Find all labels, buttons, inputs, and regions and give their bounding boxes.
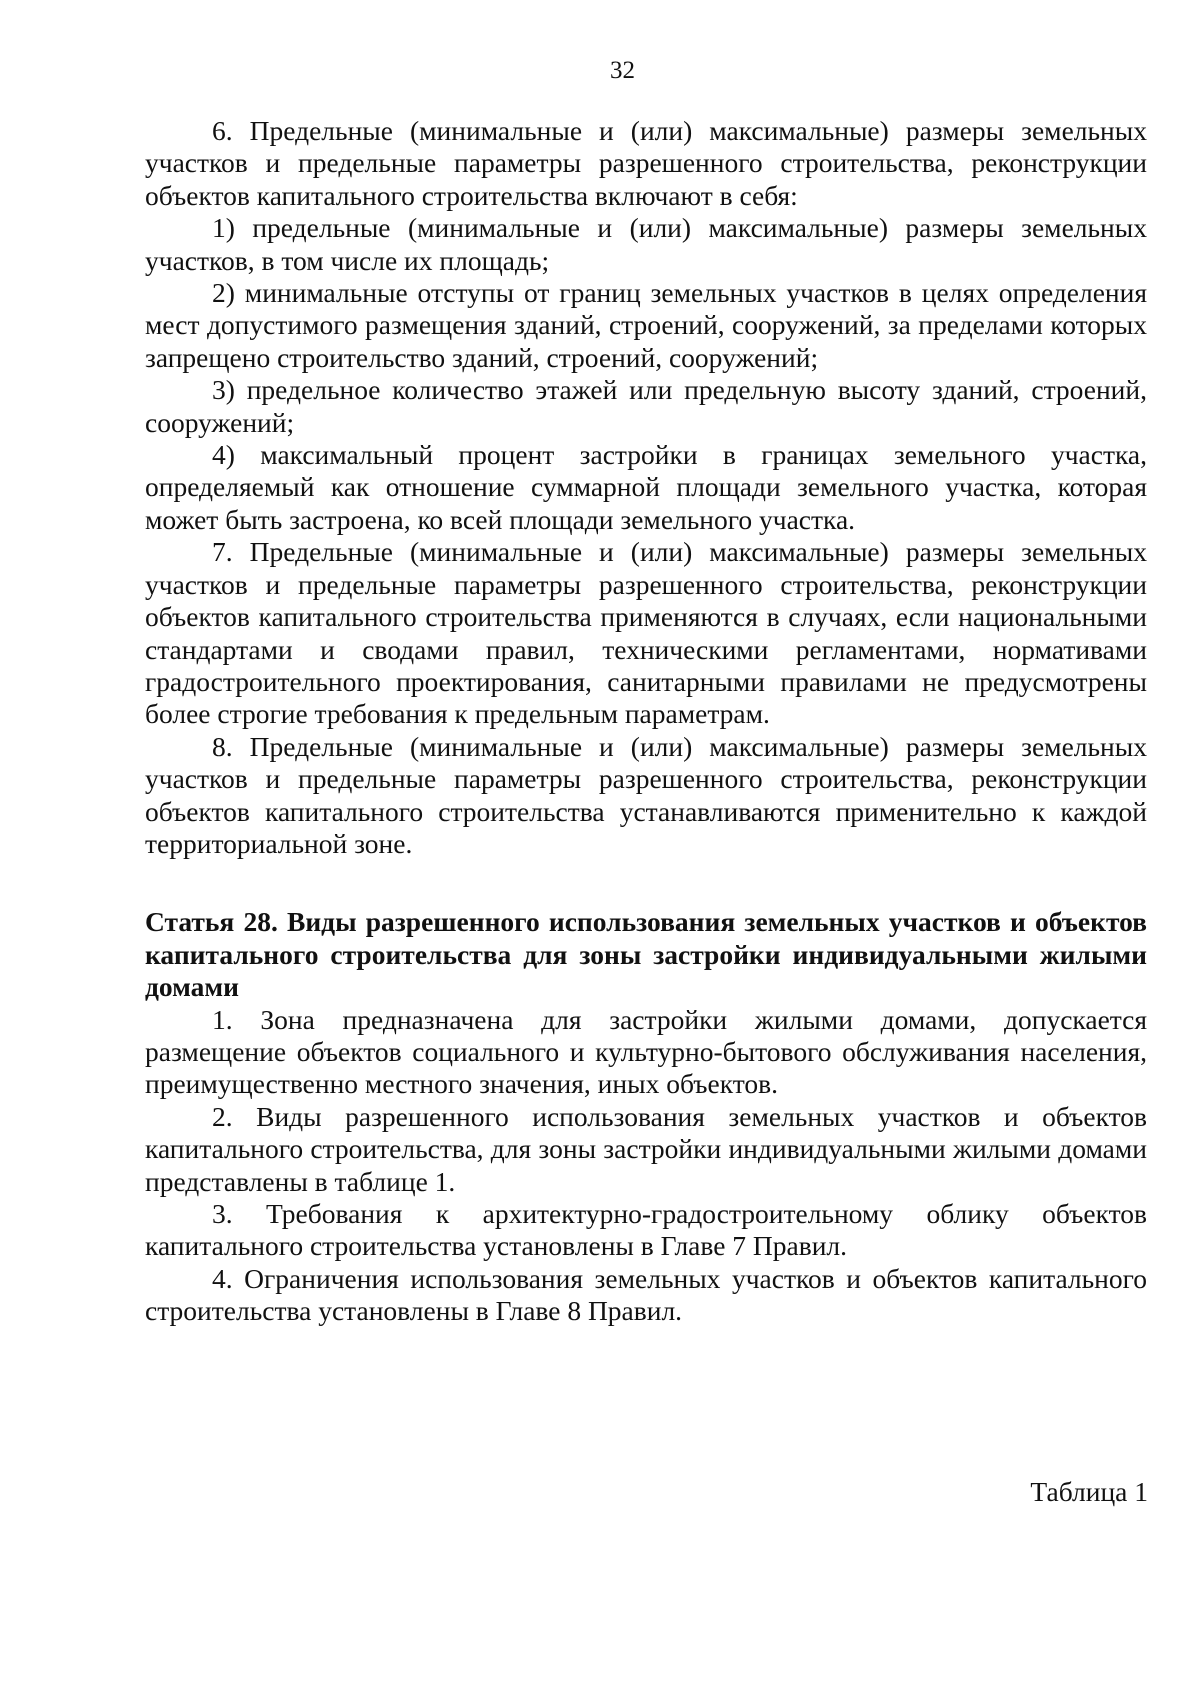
article-paragraph-3: 3. Требования к архитектурно-градостроительному облику объектов капитального строительства установлены в Главе 7 Правил. bbox=[145, 1198, 1147, 1262]
document-body bbox=[145, 115, 1147, 1328]
article-paragraph-2: 2. Виды разрешенного использования земельных участков и объектов капитального строительства, для зоны застройки индивидуальными жилыми домами представлены в таблице 1. bbox=[145, 1100, 1147, 1197]
list-item-4: 4) максимальный процент застройки в границах земельного участка, определяемый как отношение суммарной площади земельного участка, которая может быть застроена, ко всей площади земельного участка. bbox=[145, 439, 1147, 535]
paragraph-7: 7. Предельные (минимальные и (или) максимальные) размеры земельных участков и предельные параметры разрешенного строительства, реконструкции объектов капитального строительства применяются в случаях, если национальными стандартами и сводами правил, техническими регламентами, нормативами градостроительного проектирования, санитарными правилами не предусмотрены более строгие требования к предельным параметрам. bbox=[145, 536, 1147, 730]
page-number: 32 bbox=[610, 57, 635, 84]
article-paragraph-1: 1. Зона предназначена для застройки жилыми домами, допускается размещение объектов социального и культурно-бытового обслуживания населения, преимущественно местного значения, иных объектов. bbox=[145, 1003, 1147, 1100]
paragraph-6: 6. Предельные (минимальные и (или) максимальные) размеры земельных участков и предельные параметры разрешенного строительства, реконструкции объектов капитального строительства включают в себя: bbox=[145, 115, 1147, 211]
article-heading: Статья 28. Виды разрешенного использования земельных участков и объектов капитального строительства для зоны застройки индивидуальными жилыми домами bbox=[145, 906, 1147, 1003]
article-paragraph-4: 4. Ограничения использования земельных участков и объектов капитального строительства установлены в Главе 8 Правил. bbox=[145, 1262, 1147, 1327]
table-caption: Таблица 1 bbox=[1030, 1476, 1148, 1507]
list-item-3: 3) предельное количество этажей или предельную высоту зданий, строений, сооружений; bbox=[145, 374, 1147, 438]
list-item-2: 2) минимальные отступы от границ земельных участков в целях определения мест допустимого размещения зданий, строений, сооружений, за пределами которых запрещено строительство зданий, строений, сооружений; bbox=[145, 277, 1147, 373]
list-item-1: 1) предельные (минимальные и (или) максимальные) размеры земельных участков, в том числе их площадь; bbox=[145, 212, 1147, 276]
paragraph-8: 8. Предельные (минимальные и (или) максимальные) размеры земельных участков и предельные параметры разрешенного строительства, реконструкции объектов капитального строительства устанавливаются применительно к каждой территориальной зоне. bbox=[145, 730, 1147, 859]
